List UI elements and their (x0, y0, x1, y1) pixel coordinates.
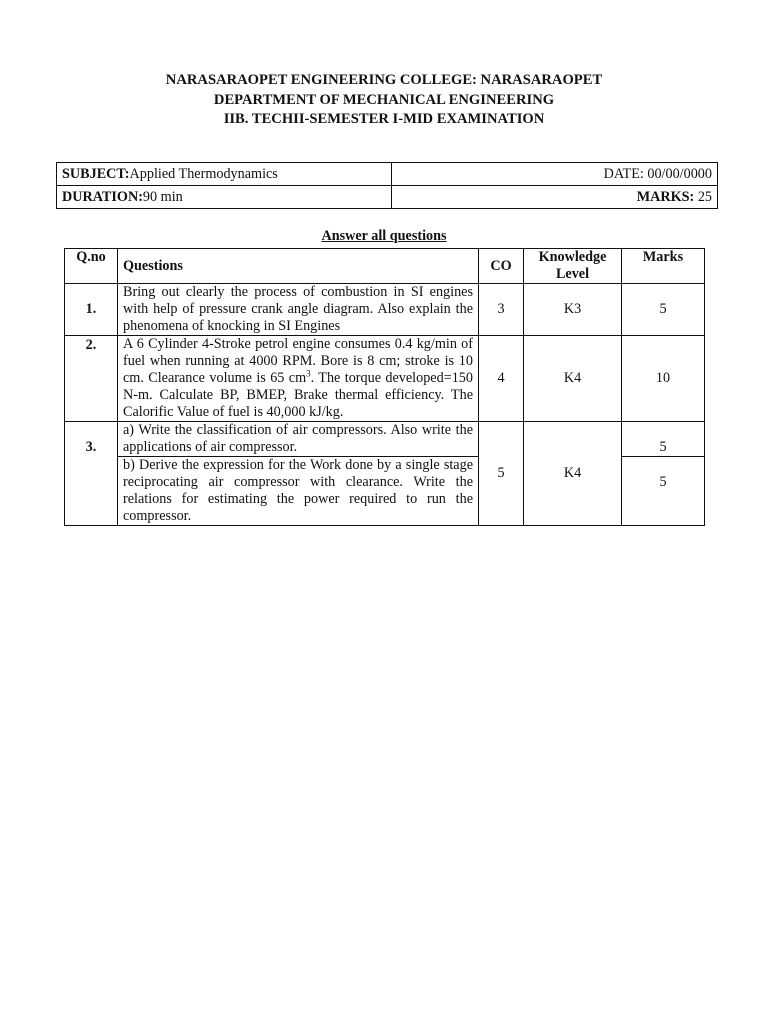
subject-label: SUBJECT: (62, 166, 130, 182)
question-1-number: 1. (65, 284, 118, 336)
question-2-co: 4 (479, 336, 524, 422)
date-label: DATE: (603, 166, 644, 182)
question-2-superscript: 3 (306, 368, 311, 379)
question-3b-marks: 5 (622, 457, 705, 526)
exam-title: IIB. TECHII-SEMESTER I-MID EXAMINATION (223, 111, 545, 127)
question-2-text-a: A 6 Cylinder 4-Stroke petrol engine consumes 0.4 kg/min of fuel when running at 4000 RPM. Bore is 8 cm; stroke is 10 cm. Clearance volume is 65 cm (123, 336, 473, 386)
question-row-2 (65, 336, 705, 422)
instruction: Answer all questions (321, 228, 447, 244)
header-co: CO (479, 249, 524, 284)
table-header-row (65, 249, 705, 284)
header-knowledge-level: Knowledge Level (524, 249, 622, 284)
question-3-kl: K4 (524, 422, 622, 526)
duration-cell (57, 186, 392, 209)
college-name: NARASARAOPET ENGINEERING COLLEGE: NARASARAOPET (165, 72, 603, 88)
marks-value: 25 (694, 189, 712, 205)
header-questions: Questions (118, 249, 479, 284)
question-3-number: 3. (65, 422, 118, 526)
date-value: 00/00/0000 (643, 166, 712, 182)
header-qno: Q.no (65, 249, 118, 284)
question-row-1 (65, 284, 705, 336)
questions-table (64, 248, 705, 526)
exam-meta-table (56, 162, 718, 209)
duration-label: DURATION: (62, 189, 143, 205)
question-2-text-b: . The torque developed=150 N-m. Calculate BP, BMEP, Brake thermal efficiency. The Calorific Value of fuel is 40,000 kJ/kg. (123, 370, 473, 420)
question-1-marks: 5 (622, 284, 705, 336)
meta-row-duration (57, 186, 718, 209)
department-name: DEPARTMENT OF MECHANICAL ENGINEERING (213, 91, 555, 108)
subject-value: Applied Thermodynamics (129, 166, 278, 182)
question-1-kl: K3 (524, 284, 622, 336)
duration-value: 90 min (142, 189, 183, 205)
meta-row-subject (57, 163, 718, 186)
question-2-number: 2. (65, 336, 118, 422)
date-cell (392, 163, 718, 186)
question-3-co: 5 (479, 422, 524, 526)
question-3a-marks: 5 (622, 422, 705, 457)
marks-label: MARKS: (636, 189, 695, 205)
question-1-text: Bring out clearly the process of combustion in SI engines with help of pressure crank angle diagram. Also explain the phenomena of knocking in SI Engines (118, 284, 479, 336)
question-2-kl: K4 (524, 336, 622, 422)
question-2-marks: 10 (622, 336, 705, 422)
marks-cell (392, 186, 718, 209)
header-marks: Marks (622, 249, 705, 284)
question-3a-text: a) Write the classification of air compressors. Also write the applications of air compressor. (118, 422, 479, 457)
exam-header (0, 71, 768, 130)
question-2-text (118, 336, 479, 422)
question-1-co: 3 (479, 284, 524, 336)
question-3b-text: b) Derive the expression for the Work done by a single stage reciprocating air compressor with clearance. Write the relations for estimating the power required to run the compressor. (118, 457, 479, 526)
subject-cell (57, 163, 392, 186)
question-row-3a (65, 422, 705, 457)
